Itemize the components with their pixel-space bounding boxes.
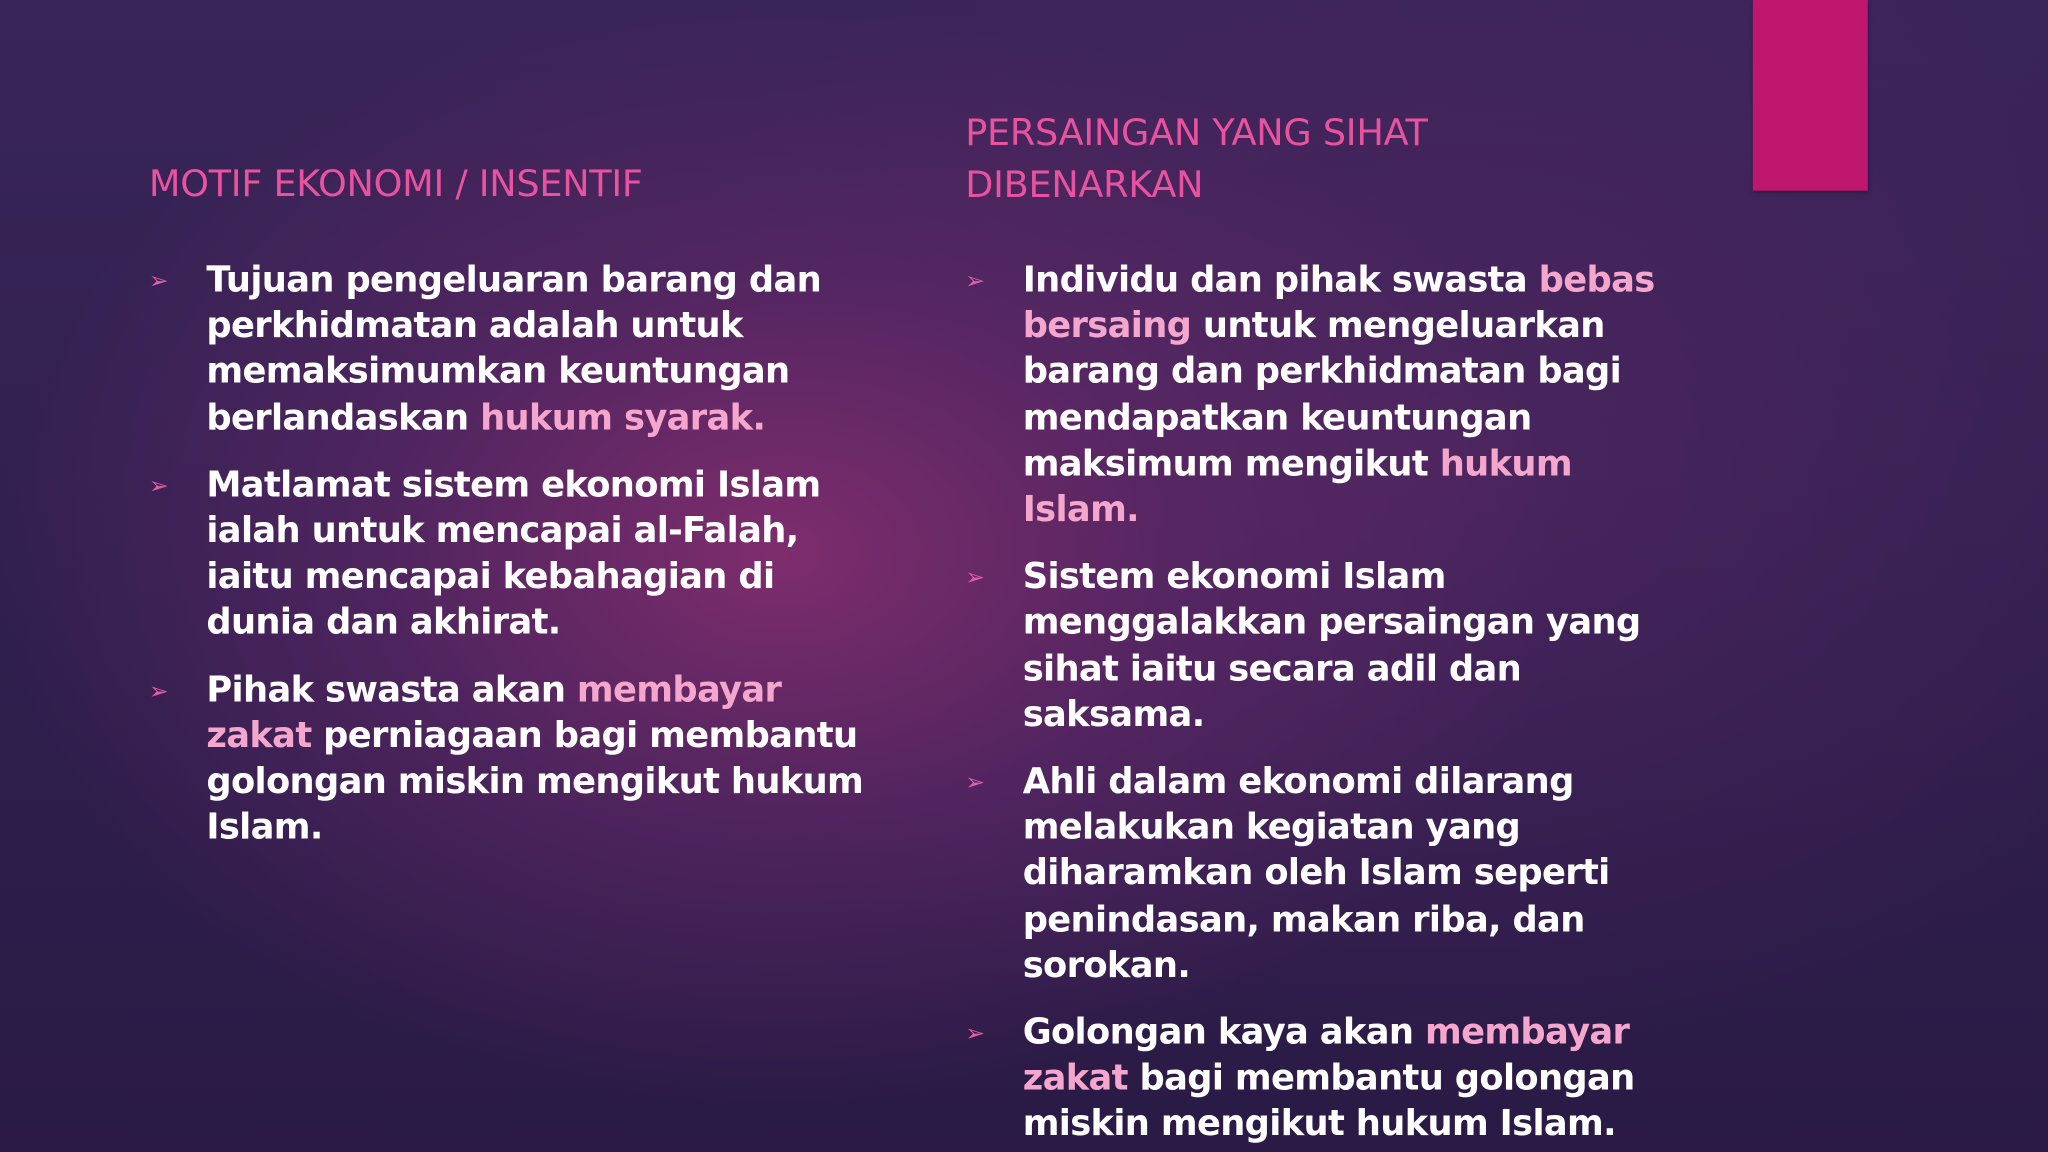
bullet-text: untuk mengeluarkan barang dan perkhidmatan bagi mendapatkan keuntungan maksimum mengikut [1022,305,1622,485]
bullet-text: Tujuan pengeluaran barang dan perkhidmatan adalah untuk memaksimumkan keuntungan berlandaskan [206,259,822,439]
highlight-text: hukum Islam. [1022,443,1572,531]
bullet-text: bagi membantu golongan miskin mengikut hukum Islam. [1022,1058,1635,1145]
bullet-text: Matlamat sistem ekonomi Islam ialah untuk mencapai al-Falah, iaitu mencapai kebahagian di dunia dan akhirat. [206,464,821,644]
highlight-text: bebas bersaing [1022,259,1655,347]
right-bullet-1 [965,257,1696,533]
right-bullet-3 [965,759,1696,989]
accent-block [1753,0,1868,191]
left-bullet-3 [149,667,886,851]
bullet-text: Ahli dalam ekonomi dilarang melakukan kegiatan yang diharamkan oleh Islam seperti penindasan, makan riba, dan sorokan. [1022,761,1610,986]
arrow-bullet-icon: ➢ [148,267,168,296]
right-bullet-list [965,257,1696,1152]
bullet-text: Pihak swasta akan [206,669,577,711]
highlight-text: membayar zakat [206,669,782,757]
bullet-text: perniagaan bagi membantu golongan miskin mengikut hukum Islam. [206,715,864,848]
right-bullet-2 [965,554,1696,738]
arrow-bullet-icon: ➢ [148,677,168,705]
arrow-bullet-icon: ➢ [965,1020,985,1048]
right-bullet-4 [965,1010,1696,1148]
left-heading: MOTIF EKONOMI / INSENTIF [148,161,643,206]
left-bullet-list [149,257,880,871]
bullet-text: Individu dan pihak swasta [1022,259,1539,301]
left-bullet-2 [149,462,886,646]
arrow-bullet-icon: ➢ [965,267,985,296]
arrow-bullet-icon: ➢ [965,769,985,797]
left-bullet-1 [149,257,886,441]
bullet-text: Golongan kaya akan [1022,1012,1425,1053]
bullet-text: Sistem ekonomi Islam menggalakkan persaingan yang sihat iaitu secara adil dan saksama. [1022,556,1641,736]
arrow-bullet-icon: ➢ [965,564,985,592]
arrow-bullet-icon: ➢ [148,472,168,500]
highlight-text: hukum syarak. [480,397,766,439]
right-heading: PERSAINGAN YANG SIHAT DIBENARKAN [965,111,1428,207]
highlight-text: membayar zakat [1022,1012,1630,1099]
